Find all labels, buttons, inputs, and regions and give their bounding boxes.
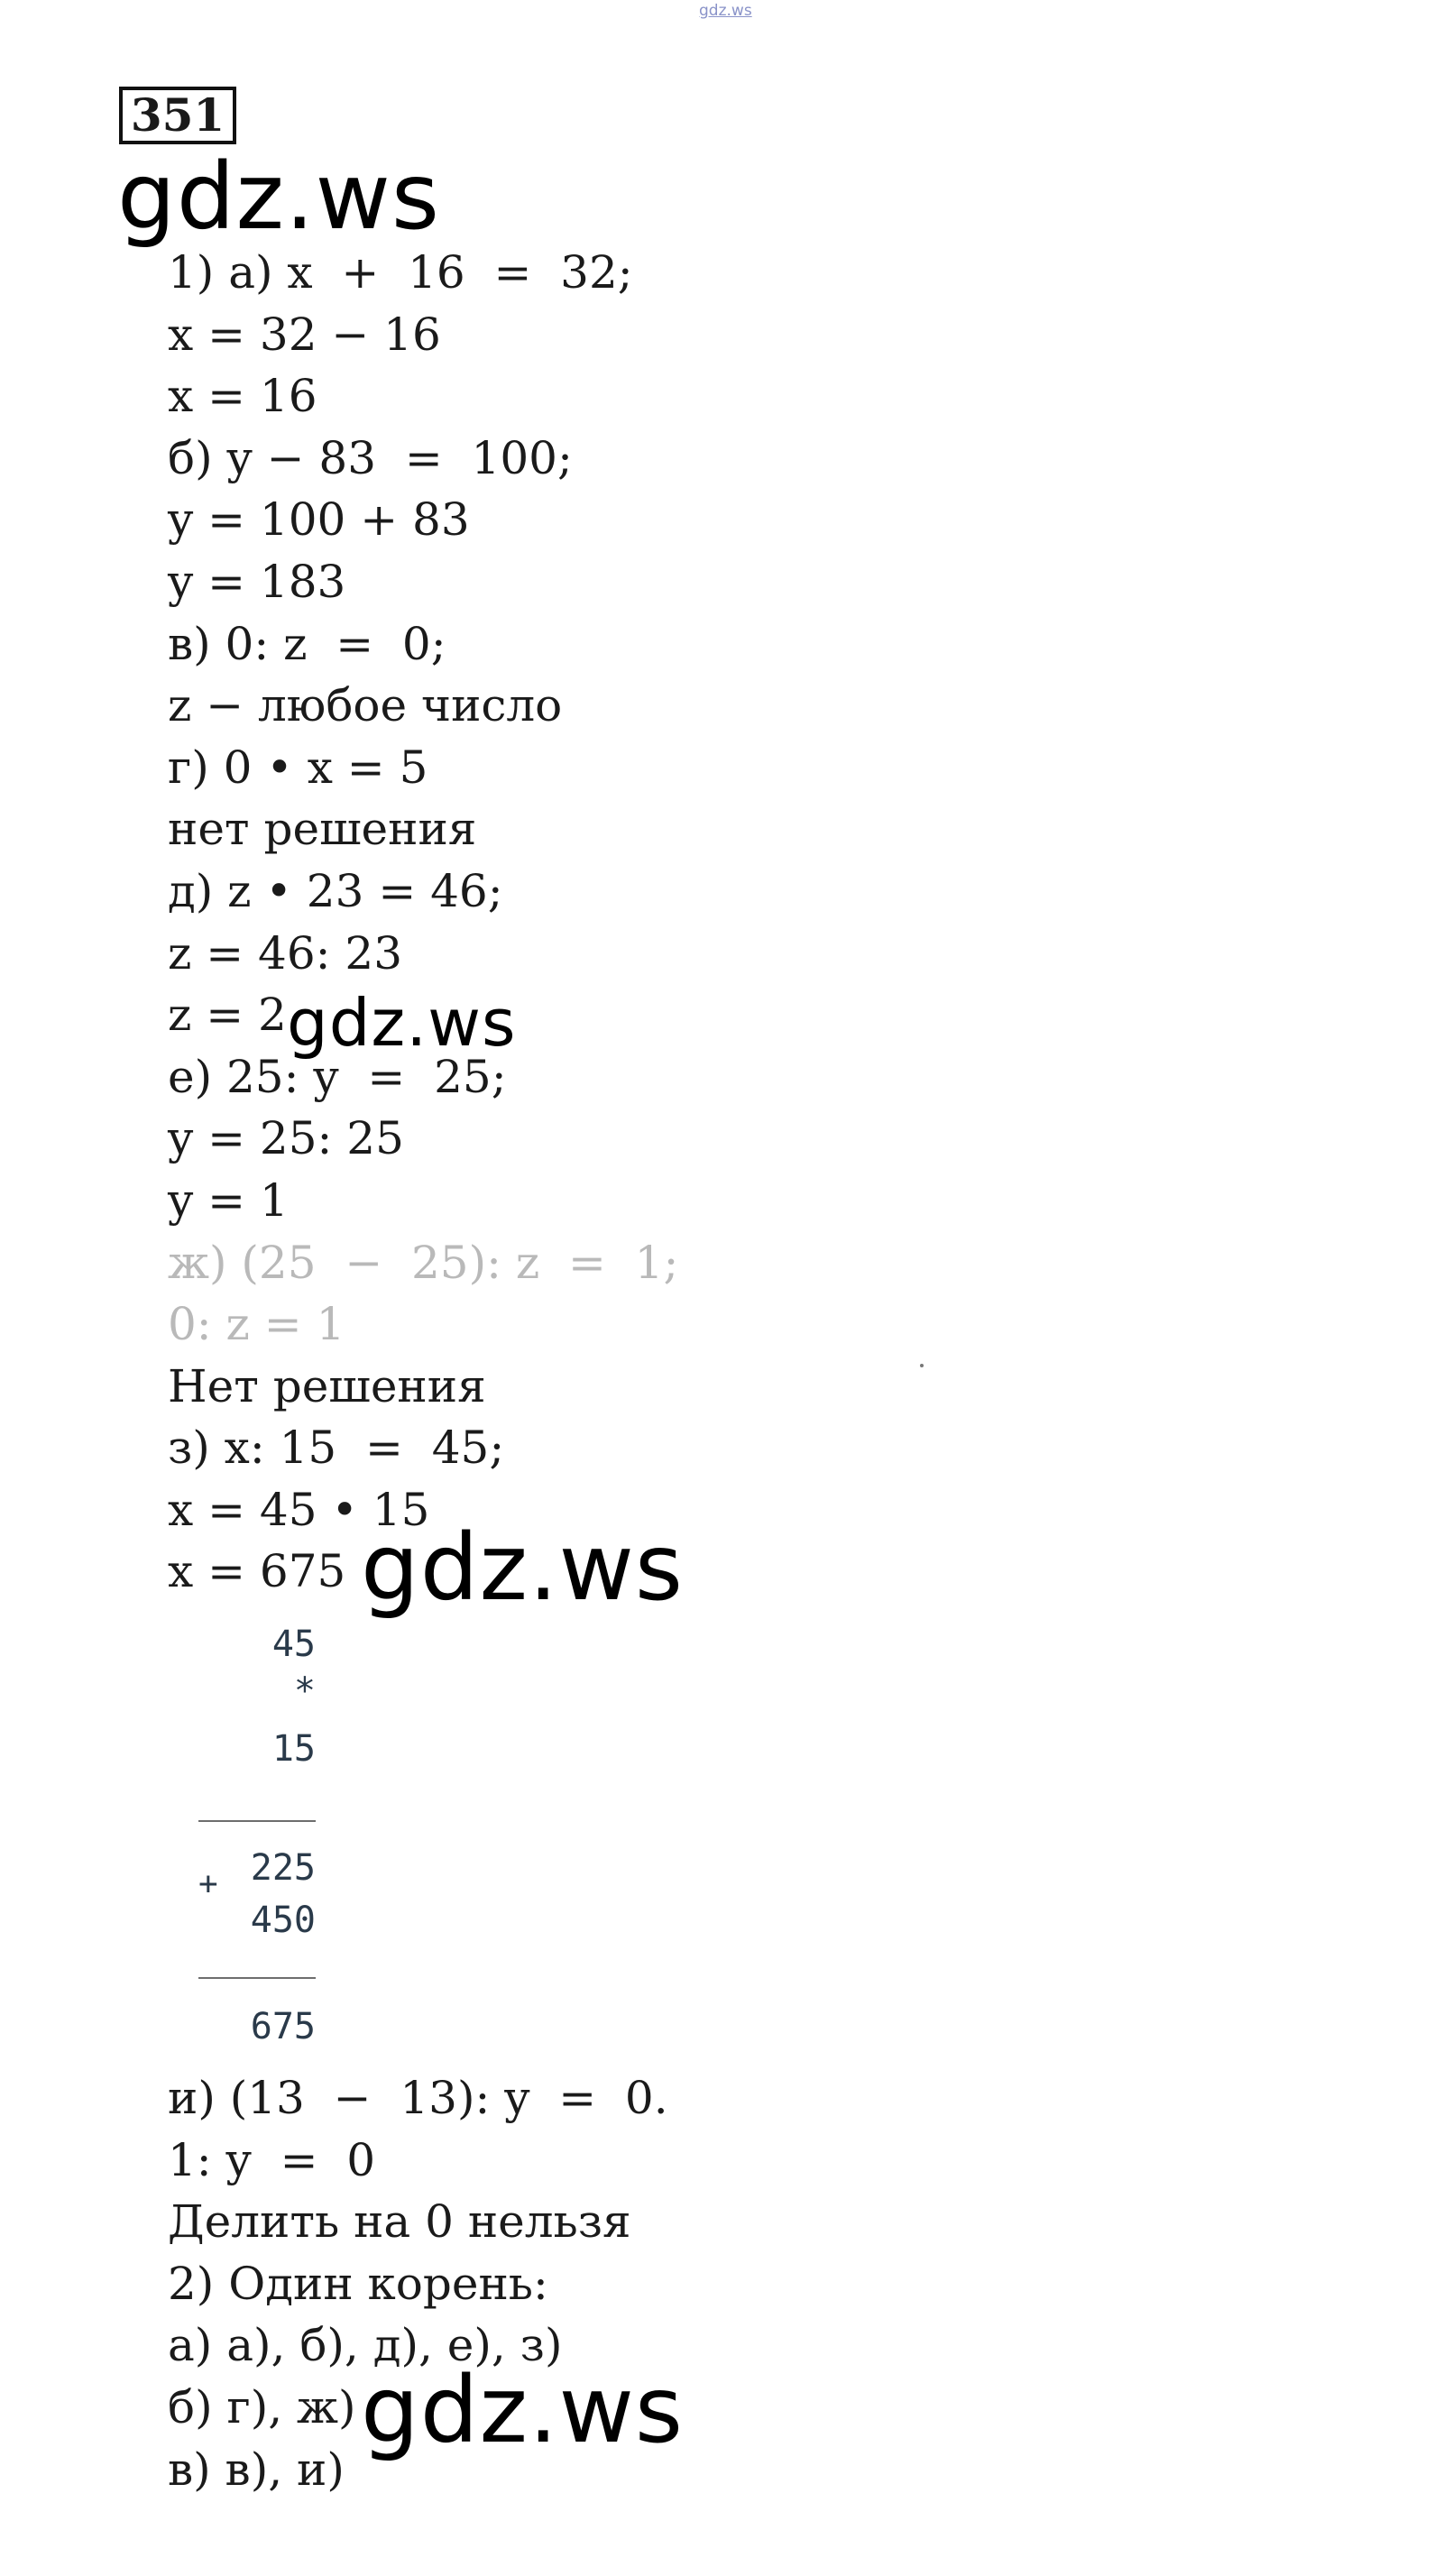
solution-line: x = 675: [168, 1545, 346, 1598]
partial-product: 225: [250, 1847, 316, 1889]
watermark-logo: gdz.ws: [361, 1514, 685, 1622]
solution-line: в) 0: z = 0;: [168, 617, 446, 670]
solution-line: Нет решения: [168, 1359, 486, 1412]
solution-line: г) 0 • x = 5: [168, 741, 428, 794]
solution-line: 1) а) x + 16 = 32;: [168, 246, 633, 299]
solution-line: y = 183: [168, 555, 346, 608]
product-result: 675: [250, 2006, 316, 2047]
watermark-logo: gdz.ws: [287, 985, 517, 1061]
solution-line: ж) (25 − 25): z = 1;: [168, 1236, 679, 1289]
solution-part-1: [168, 242, 678, 1603]
solution-line: Делить на 0 нельзя: [168, 2195, 631, 2249]
multiplicand: 45: [271, 1624, 316, 1665]
solution-line: нет решения: [168, 803, 477, 856]
solution-line: x = 32 − 16: [168, 308, 441, 361]
multiplier: 15: [271, 1728, 316, 1770]
solution-line: 1: y = 0: [168, 2133, 376, 2186]
solution-line: z − любое число: [168, 679, 563, 732]
solution-line: z = 46: 23: [168, 926, 403, 980]
solution-line: x = 16: [168, 370, 317, 423]
solution-line: а) а), б), д), е), з): [168, 2319, 563, 2372]
solution-line: 2) Один корень:: [168, 2257, 548, 2310]
solution-line: и) (13 − 13): y = 0.: [168, 2072, 668, 2124]
solution-line: б) г), ж): [168, 2380, 356, 2433]
solution-line: z = 2: [168, 989, 287, 1042]
task-number-box: 351: [119, 87, 236, 144]
solution-line: з) x: 15 = 45;: [168, 1421, 505, 1475]
solution-line: y = 1: [168, 1173, 289, 1227]
solution-line: б) y − 83 = 100;: [168, 431, 573, 484]
solution-line: е) 25: y = 25;: [168, 1050, 507, 1103]
partial-product: 450: [250, 1900, 316, 1941]
multiply-operator: *: [293, 1670, 316, 1712]
stray-dot: [920, 1364, 924, 1367]
watermark-logo: gdz.ws: [361, 2357, 685, 2464]
watermark-logo: gdz.ws: [117, 143, 441, 251]
solution-line: в) в), и): [168, 2443, 345, 2496]
divider-line: [198, 1820, 316, 1822]
divider-line: [198, 1977, 316, 1979]
solution-line: x = 45 • 15: [168, 1483, 430, 1536]
solution-line: д) z • 23 = 46;: [168, 864, 503, 917]
plus-sign: +: [198, 1865, 218, 1902]
solution-line: 0: z = 1: [168, 1298, 345, 1351]
solution-line: y = 100 + 83: [168, 493, 470, 547]
solution-line: y = 25: 25: [168, 1112, 404, 1165]
site-mark-top[interactable]: gdz.ws: [699, 2, 752, 20]
